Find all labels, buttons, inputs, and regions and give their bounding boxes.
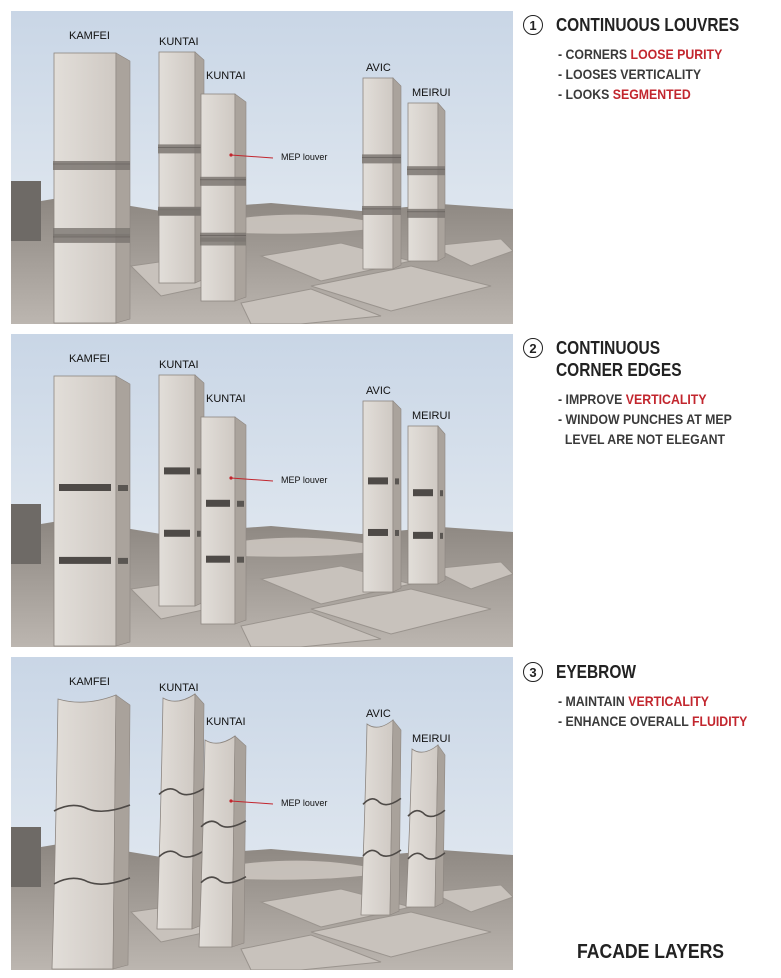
tower-kuntai — [200, 94, 246, 301]
point-text: - WINDOW PUNCHES AT MEP — [558, 411, 732, 427]
window-punch — [413, 532, 433, 539]
mep-louver-label: MEP louver — [281, 475, 328, 485]
mep-leader-dot — [229, 476, 232, 479]
window-punch — [368, 477, 388, 484]
background-building — [11, 504, 41, 564]
tower-label: MEIRUI — [412, 733, 451, 745]
option-3-render — [11, 657, 513, 970]
tower-avic — [363, 401, 401, 592]
window-punch — [59, 484, 111, 491]
option-1-svg — [11, 11, 513, 324]
tower-meirui — [406, 745, 445, 907]
option-2-render — [11, 334, 513, 647]
tower-avic — [361, 720, 401, 915]
option-3-text — [523, 661, 778, 731]
tower-label: AVIC — [366, 708, 391, 720]
option-2-point — [558, 429, 752, 449]
option-1-text — [523, 14, 778, 104]
background-building — [11, 827, 41, 887]
tower-label: AVIC — [366, 385, 391, 397]
option-3-svg — [11, 657, 513, 970]
mep-leader-dot — [229, 153, 232, 156]
tower-kamfei — [54, 376, 130, 646]
window-punch — [59, 557, 111, 564]
option-1-render — [11, 11, 513, 324]
tower-label: KUNTAI — [159, 682, 199, 694]
option-2-point — [558, 389, 752, 409]
option-3-point — [558, 691, 752, 711]
option-1-point — [558, 44, 752, 64]
tower-label: MEIRUI — [412, 410, 451, 422]
tower-kuntai — [157, 694, 204, 929]
point-text: - CORNERS — [558, 46, 631, 62]
point-text: - ENHANCE OVERALL — [558, 713, 692, 729]
option-3-number: 3 — [523, 662, 543, 682]
option-2-title-line-2: CORNER EDGES — [556, 360, 682, 380]
option-3-title-line-1: EYEBROW — [556, 662, 636, 682]
option-3-point — [558, 711, 752, 731]
window-punch — [206, 500, 230, 507]
tower-kuntai — [159, 375, 204, 606]
tower-label: KAMFEI — [69, 30, 110, 42]
tower-kamfei — [53, 53, 130, 323]
tower-label: KAMFEI — [69, 353, 110, 365]
mep-louvre-band — [200, 177, 246, 186]
option-1-title-line-1: CONTINUOUS LOUVRES — [556, 15, 740, 35]
mep-louvre-band — [407, 209, 445, 218]
window-punch — [206, 556, 230, 563]
window-punch — [164, 530, 190, 537]
option-1-heading — [523, 14, 778, 36]
tower-meirui — [407, 103, 445, 261]
tower-label: KAMFEI — [69, 676, 110, 688]
option-1-points — [558, 44, 778, 104]
tower-label: AVIC — [366, 62, 391, 74]
tower-kuntai — [201, 417, 246, 624]
mep-louver-label: MEP louver — [281, 798, 328, 808]
tower-kuntai — [158, 52, 204, 283]
window-punch — [368, 529, 388, 536]
tower-avic — [362, 78, 401, 269]
highlight-keyword: VERTICALITY — [625, 391, 707, 407]
tower-label: KUNTAI — [159, 359, 199, 371]
mep-louvre-band — [362, 206, 401, 215]
window-punch — [413, 489, 433, 496]
mep-louvre-band — [158, 144, 204, 153]
mep-louvre-band — [53, 161, 130, 170]
point-text: - LOOSES VERTICALITY — [558, 66, 702, 82]
option-2-title — [556, 337, 702, 381]
option-1-title — [556, 14, 769, 36]
tower-meirui — [408, 426, 445, 584]
window-punch — [164, 467, 190, 474]
footer-title: FACADE LAYERS — [577, 941, 725, 963]
option-2-svg — [11, 334, 513, 647]
option-2-title-line-1: CONTINUOUS — [556, 338, 661, 358]
mep-louvre-band — [407, 166, 445, 175]
option-2-text — [523, 337, 778, 449]
background-building — [11, 181, 41, 241]
option-2-number: 2 — [523, 338, 543, 358]
mep-leader-dot — [229, 799, 232, 802]
point-text: - MAINTAIN — [558, 693, 629, 709]
tower-kamfei — [52, 695, 130, 969]
tower-kuntai — [199, 736, 246, 947]
tower-label: KUNTAI — [206, 393, 246, 405]
option-3-points — [558, 691, 778, 731]
mep-louvre-band — [362, 154, 401, 163]
point-text: - LOOKS — [558, 86, 613, 102]
option-2-points — [558, 389, 778, 449]
option-1-number: 1 — [523, 15, 543, 35]
point-text: LEVEL ARE NOT ELEGANT — [558, 431, 726, 447]
highlight-keyword: LOOSE PURITY — [630, 46, 723, 62]
highlight-keyword: VERTICALITY — [628, 693, 710, 709]
option-2-point — [558, 409, 752, 429]
highlight-keyword: SEGMENTED — [612, 86, 691, 102]
option-1-point — [558, 64, 752, 84]
tower-label: KUNTAI — [206, 716, 246, 728]
option-3-heading — [523, 661, 778, 683]
option-3-title — [556, 661, 649, 683]
mep-louver-label: MEP louver — [281, 152, 328, 162]
tower-label: KUNTAI — [206, 70, 246, 82]
option-2-heading — [523, 337, 778, 381]
tower-label: KUNTAI — [159, 36, 199, 48]
point-text: - IMPROVE — [558, 391, 626, 407]
tower-label: MEIRUI — [412, 87, 451, 99]
option-1-point — [558, 84, 752, 104]
highlight-keyword: FLUIDITY — [691, 713, 748, 729]
